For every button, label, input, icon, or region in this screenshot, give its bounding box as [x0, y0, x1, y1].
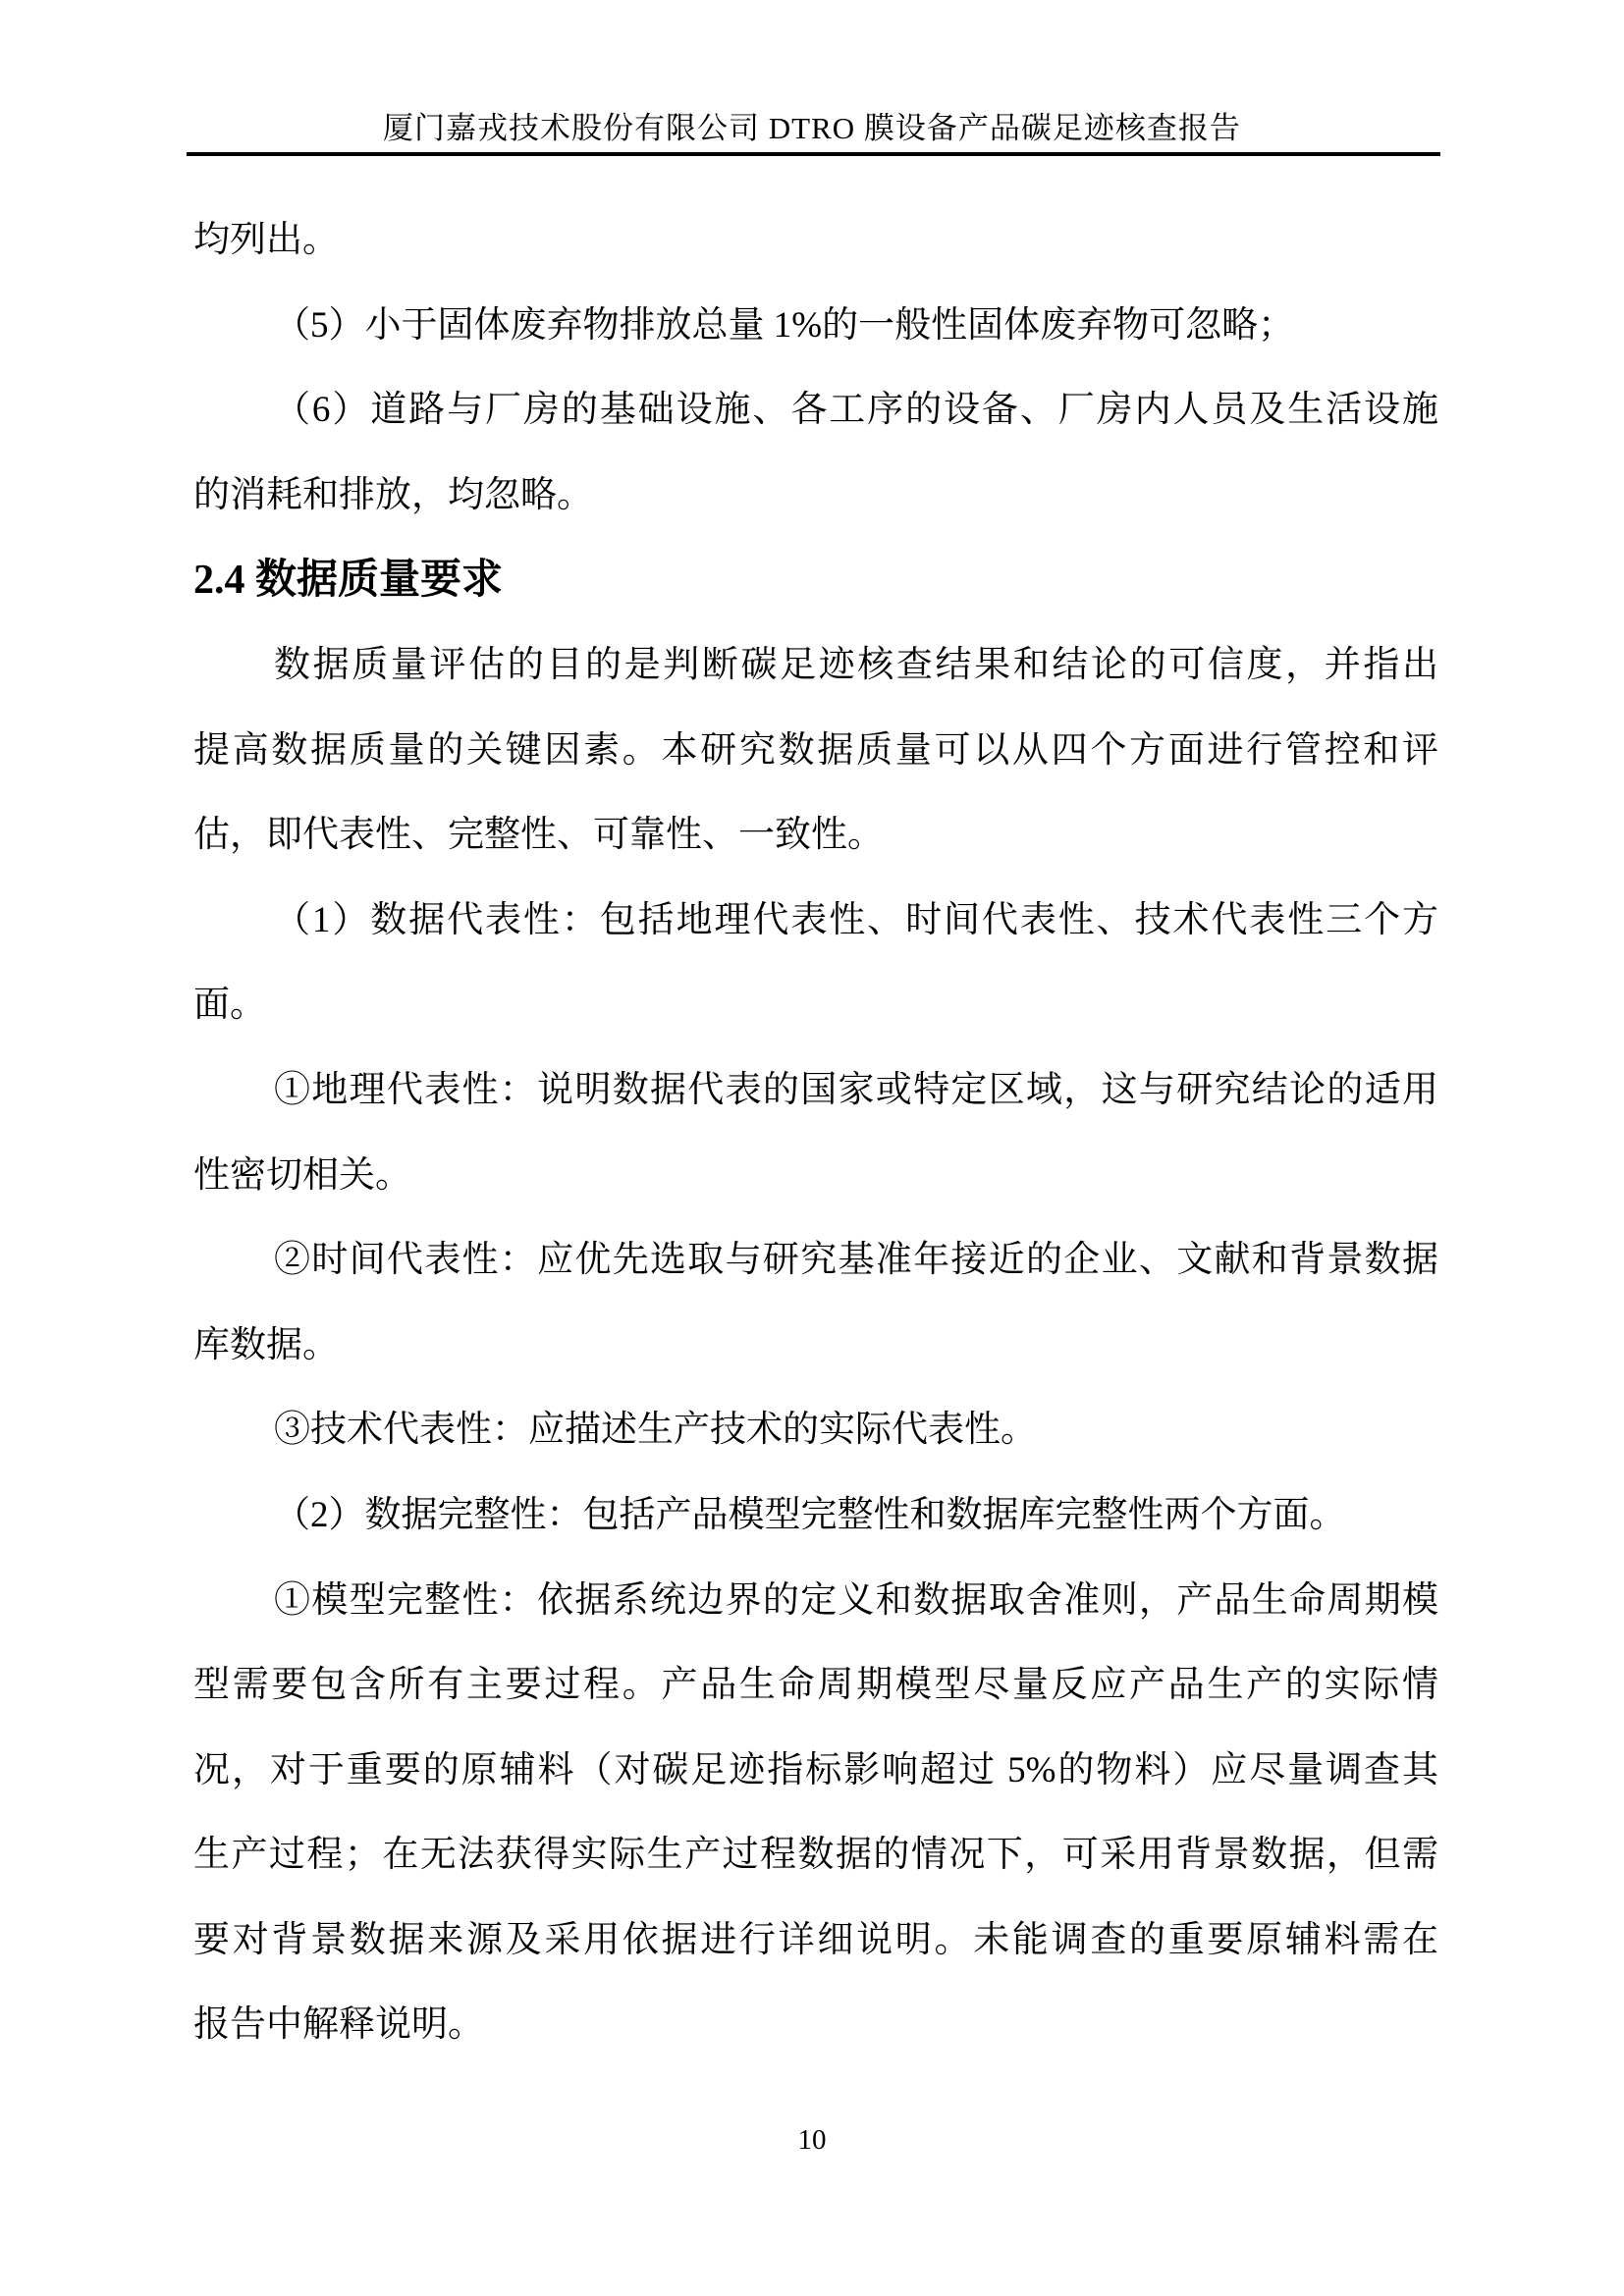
section-heading: 2.4 数据质量要求: [193, 558, 504, 604]
text-line: （1）数据代表性：包括地理代表性、时间代表性、技术代表性三个方: [274, 899, 1438, 940]
text-line: 提高数据质量的关键因素。本研究数据质量可以从四个方面进行管控和评: [193, 729, 1438, 771]
text-line: 报告中解释说明。: [193, 2004, 484, 2046]
document-body: [193, 198, 1438, 2068]
text-line: 性密切相关。: [193, 1154, 411, 1196]
header-rule: [187, 152, 1440, 156]
text-line: 要对背景数据来源及采用依据进行详细说明。未能调查的重要原辅料需在: [193, 1919, 1438, 1960]
text-line: 数据质量评估的目的是判断碳足迹核查结果和结论的可信度，并指出: [274, 644, 1438, 685]
text-line: 生产过程；在无法获得实际生产过程数据的情况下，可采用背景数据，但需: [193, 1835, 1438, 1876]
text-line: ③技术代表性：应描述生产技术的实际代表性。: [274, 1410, 1037, 1451]
text-line: ①模型完整性：依据系统边界的定义和数据取舍准则，产品生命周期模: [274, 1579, 1438, 1621]
text-line: 库数据。: [193, 1324, 339, 1365]
text-line: 估，即代表性、完整性、可靠性、一致性。: [193, 815, 884, 856]
text-line: （5）小于固体废弃物排放总量 1%的一般性固体废弃物可忽略；: [274, 304, 1295, 346]
header-title: 厦门嘉戎技术股份有限公司 DTRO 膜设备产品碳足迹核查报告: [383, 111, 1241, 145]
text-line: ①地理代表性：说明数据代表的国家或特定区域，这与研究结论的适用: [274, 1069, 1438, 1110]
text-line: 面。: [193, 985, 266, 1026]
text-line: 均列出。: [193, 220, 339, 260]
text-line: （2）数据完整性：包括产品模型完整性和数据库完整性两个方面。: [274, 1494, 1346, 1535]
text-line: 型需要包含所有主要过程。产品生命周期模型尽量反应产品生产的实际情: [193, 1665, 1438, 1706]
text-line: 的消耗和排放，均忽略。: [193, 474, 593, 515]
page-number: 10: [797, 2124, 827, 2156]
text-line: 况，对于重要的原辅料（对碳足迹指标影响超过 5%的物料）应尽量调查其: [193, 1749, 1438, 1790]
text-line: （6）道路与厂房的基础设施、各工序的设备、厂房内人员及生活设施: [274, 390, 1438, 431]
text-line: ②时间代表性：应优先选取与研究基准年接近的企业、文献和背景数据: [274, 1240, 1438, 1281]
